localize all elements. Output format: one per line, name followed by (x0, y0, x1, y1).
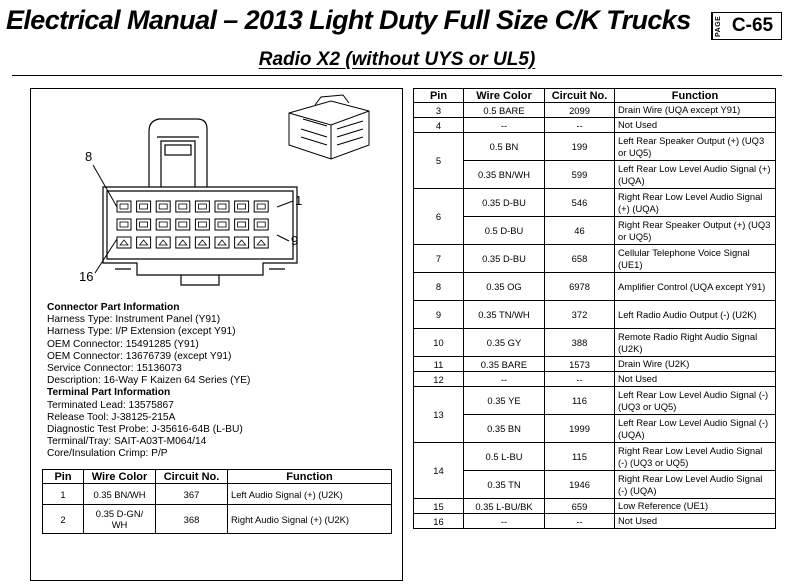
function-cell: Right Rear Speaker Output (+) (UQ3 or UQ5) (615, 217, 776, 245)
pin-label-9: 9 (291, 233, 299, 248)
circuit-cell: 658 (545, 245, 615, 273)
circuit-cell: -- (545, 514, 615, 529)
circuit-cell: 599 (545, 161, 615, 189)
circuit-cell: 115 (545, 443, 615, 471)
cavity (176, 201, 190, 212)
circuit-cell: 46 (545, 217, 615, 245)
circuit-cell: 372 (545, 301, 615, 329)
terminal-info-line: Terminated Lead: 13575867 (47, 399, 174, 411)
pin-cell: 1 (43, 484, 84, 505)
cavity (156, 219, 170, 230)
circuit-cell: 2099 (545, 103, 615, 118)
cavity-key-mark (140, 240, 148, 245)
pin-cell: 3 (414, 103, 464, 118)
wire-cell: 0.35 BN/WH (464, 161, 545, 189)
function-cell: Right Rear Low Level Audio Signal (+) (UQA) (615, 189, 776, 217)
function-cell: Left Audio Signal (+) (U2K) (228, 484, 392, 505)
cavity-terminal (198, 222, 206, 227)
table-row (414, 499, 776, 514)
cavity (156, 237, 170, 248)
cavity (195, 219, 209, 230)
connector-info-line: OEM Connector: 15491285 (Y91) (47, 338, 199, 350)
wire-cell: -- (464, 372, 545, 387)
table-row (414, 103, 776, 118)
cavity (117, 237, 131, 248)
cavity-terminal (120, 222, 128, 227)
cavity-terminal (179, 204, 187, 209)
section-subtitle (0, 49, 794, 71)
cavity (215, 219, 229, 230)
table-row (414, 273, 776, 301)
pin-cell: 12 (414, 372, 464, 387)
pin-cell: 8 (414, 273, 464, 301)
pin-cell: 14 (414, 443, 464, 499)
cavity (235, 201, 249, 212)
table-row (414, 387, 776, 415)
circuit-cell: 659 (545, 499, 615, 514)
connector-info-line: Service Connector: 15136073 (47, 363, 182, 375)
page-label: PAGE (712, 13, 724, 39)
circuit-cell: -- (545, 372, 615, 387)
table-row (414, 372, 776, 387)
function-cell: Remote Radio Right Audio Signal (U2K) (615, 329, 776, 357)
terminal-info-line: Core/Insulation Crimp: P/P (47, 448, 168, 460)
function-cell: Cellular Telephone Voice Signal (UE1) (615, 245, 776, 273)
function-cell: Right Audio Signal (+) (U2K) (228, 505, 392, 534)
connector-3d-icon (289, 95, 369, 159)
cavity (235, 219, 249, 230)
col-pin: Pin (43, 470, 84, 484)
function-cell: Left Rear Low Level Audio Signal (-) (UQA) (615, 415, 776, 443)
cavity (137, 201, 151, 212)
col-pin: Pin (414, 89, 464, 103)
cavity-terminal (179, 222, 187, 227)
pinout-table-right (413, 88, 776, 529)
circuit-cell: 6978 (545, 273, 615, 301)
circuit-cell: 388 (545, 329, 615, 357)
cavity (215, 201, 229, 212)
cavity-terminal (140, 204, 148, 209)
header-divider (12, 75, 782, 76)
wire-cell: 0.5 L-BU (464, 443, 545, 471)
cavity-key-mark (198, 240, 206, 245)
function-cell: Low Reference (UE1) (615, 499, 776, 514)
pin-cell: 4 (414, 118, 464, 133)
pin-cell: 5 (414, 133, 464, 189)
pinout-table-body (414, 103, 776, 529)
table-row (414, 329, 776, 357)
table-row (414, 161, 776, 189)
connector-panel (30, 88, 403, 581)
pin-cell: 6 (414, 189, 464, 245)
table-row (414, 189, 776, 217)
cavity-key-mark (120, 240, 128, 245)
wire-cell: 0.35 D-BU (464, 189, 545, 217)
table-row (414, 357, 776, 372)
table-row (414, 217, 776, 245)
cavity (254, 219, 268, 230)
table-row (414, 415, 776, 443)
table-row (414, 133, 776, 161)
pin-cell: 7 (414, 245, 464, 273)
cavity-terminal (238, 222, 246, 227)
wire-cell: 0.35 BARE (464, 357, 545, 372)
wire-cell: 0.5 BARE (464, 103, 545, 118)
cavity-key-mark (159, 240, 167, 245)
function-cell: Not Used (615, 118, 776, 133)
pin-label-1: 1 (295, 193, 303, 208)
cavity (176, 237, 190, 248)
wire-cell: 0.35 TN/WH (464, 301, 545, 329)
col-function: Function (228, 470, 392, 484)
pin-cell: 16 (414, 514, 464, 529)
wire-cell: 0.35 TN (464, 471, 545, 499)
table-row (414, 443, 776, 471)
wire-cell: 0.35 OG (464, 273, 545, 301)
part-information (47, 302, 250, 461)
wire-cell: 0.35 D-BU (464, 245, 545, 273)
table-row (414, 514, 776, 529)
function-cell: Drain Wire (UQA except Y91) (615, 103, 776, 118)
cavity-terminal (159, 204, 167, 209)
wire-cell: 0.35 BN/WH (84, 484, 156, 505)
function-cell: Amplifier Control (UQA except Y91) (615, 273, 776, 301)
cavity-terminal (218, 204, 226, 209)
function-cell: Right Rear Low Level Audio Signal (-) (UQA) (615, 471, 776, 499)
table-row (414, 471, 776, 499)
function-cell: Drain Wire (U2K) (615, 357, 776, 372)
function-cell: Left Rear Low Level Audio Signal (+) (UQA) (615, 161, 776, 189)
cavity (254, 237, 268, 248)
cavity (137, 237, 151, 248)
circuit-cell: 546 (545, 189, 615, 217)
pin-cell: 10 (414, 329, 464, 357)
connector-info-line: Description: 16-Way F Kaizen 64 Series (YE) (47, 375, 251, 387)
cavity (215, 237, 229, 248)
page-number-box (711, 12, 782, 40)
connector-info-line: Harness Type: I/P Extension (except Y91) (47, 326, 236, 338)
function-cell: Right Rear Low Level Audio Signal (-) (UQ3 or UQ5) (615, 443, 776, 471)
wire-cell: -- (464, 118, 545, 133)
page-title: Electrical Manual – 2013 Light Duty Full Size C/K Trucks (6, 5, 691, 35)
wire-cell: -- (464, 514, 545, 529)
circuit-cell: 368 (156, 505, 228, 534)
function-cell: Left Rear Speaker Output (+) (UQ3 or UQ5) (615, 133, 776, 161)
cavity-terminal (257, 222, 265, 227)
wire-cell: 0.35 BN (464, 415, 545, 443)
pin-cell: 2 (43, 505, 84, 534)
table-row (414, 245, 776, 273)
cavity-key-mark (257, 240, 265, 245)
cavity (176, 219, 190, 230)
wire-cell: 0.5 BN (464, 133, 545, 161)
wire-cell: 0.35 GY (464, 329, 545, 357)
pin-label-16: 16 (79, 269, 94, 284)
function-cell: Not Used (615, 372, 776, 387)
table-row (414, 301, 776, 329)
pinout-table-left (42, 469, 392, 534)
wire-cell: 0.5 D-BU (464, 217, 545, 245)
cavity-terminal (198, 204, 206, 209)
cavity-terminal (257, 204, 265, 209)
wire-cell: 0.35 L-BU/BK (464, 499, 545, 514)
col-circuit-no: Circuit No. (545, 89, 615, 103)
table-header-row (43, 470, 392, 484)
circuit-cell: 367 (156, 484, 228, 505)
terminal-info-line: Diagnostic Test Probe: J-35616-64B (L-BU) (47, 424, 243, 436)
cavity (254, 201, 268, 212)
table-row (43, 484, 392, 505)
connector-info-line: OEM Connector: 13676739 (except Y91) (47, 350, 232, 362)
cavity (235, 237, 249, 248)
col-wire-color: Wire Color (84, 470, 156, 484)
connector-cavities (117, 201, 268, 248)
col-wire-color: Wire Color (464, 89, 545, 103)
cavity-key-mark (179, 240, 187, 245)
function-cell: Left Radio Audio Output (-) (U2K) (615, 301, 776, 329)
terminal-info-line: Release Tool: J-38125-215A (47, 411, 176, 423)
cavity (117, 201, 131, 212)
cavity-key-mark (218, 240, 226, 245)
cavity-terminal (218, 222, 226, 227)
cavity (156, 201, 170, 212)
pin-cell: 9 (414, 301, 464, 329)
function-cell: Left Rear Low Level Audio Signal (-) (UQ3 or UQ5) (615, 387, 776, 415)
circuit-cell: 1946 (545, 471, 615, 499)
cavity (195, 237, 209, 248)
cavity-terminal (159, 222, 167, 227)
cavity (195, 201, 209, 212)
wire-cell: 0.35 YE (464, 387, 545, 415)
table-header-row (414, 89, 776, 103)
wire-cell: 0.35 D-GN/ WH (84, 505, 156, 534)
terminal-info-heading: Terminal Part Information (47, 387, 171, 399)
terminal-info-line: Terminal/Tray: SAIT-A03T-M064/14 (47, 436, 207, 448)
col-circuit-no: Circuit No. (156, 470, 228, 484)
circuit-cell: -- (545, 118, 615, 133)
connector-info-heading: Connector Part Information (47, 302, 180, 313)
cavity-terminal (120, 204, 128, 209)
pin-label-8: 8 (85, 149, 93, 164)
pin-cell: 15 (414, 499, 464, 514)
circuit-cell: 199 (545, 133, 615, 161)
connector-info-line: Harness Type: Instrument Panel (Y91) (47, 314, 221, 326)
cavity-terminal (140, 222, 148, 227)
cavity-key-mark (238, 240, 246, 245)
cavity (137, 219, 151, 230)
circuit-cell: 116 (545, 387, 615, 415)
page-number: C-65 (731, 15, 774, 36)
cavity-terminal (238, 204, 246, 209)
circuit-cell: 1999 (545, 415, 615, 443)
col-function: Function (615, 89, 776, 103)
table-row (43, 505, 392, 534)
function-cell: Not Used (615, 514, 776, 529)
pin-cell: 11 (414, 357, 464, 372)
cavity (117, 219, 131, 230)
connector-face-diagram (31, 89, 402, 299)
circuit-cell: 1573 (545, 357, 615, 372)
table-row (414, 118, 776, 133)
section-subtitle-text: Radio X2 (without UYS or UL5) (258, 49, 536, 70)
pin-cell: 13 (414, 387, 464, 443)
